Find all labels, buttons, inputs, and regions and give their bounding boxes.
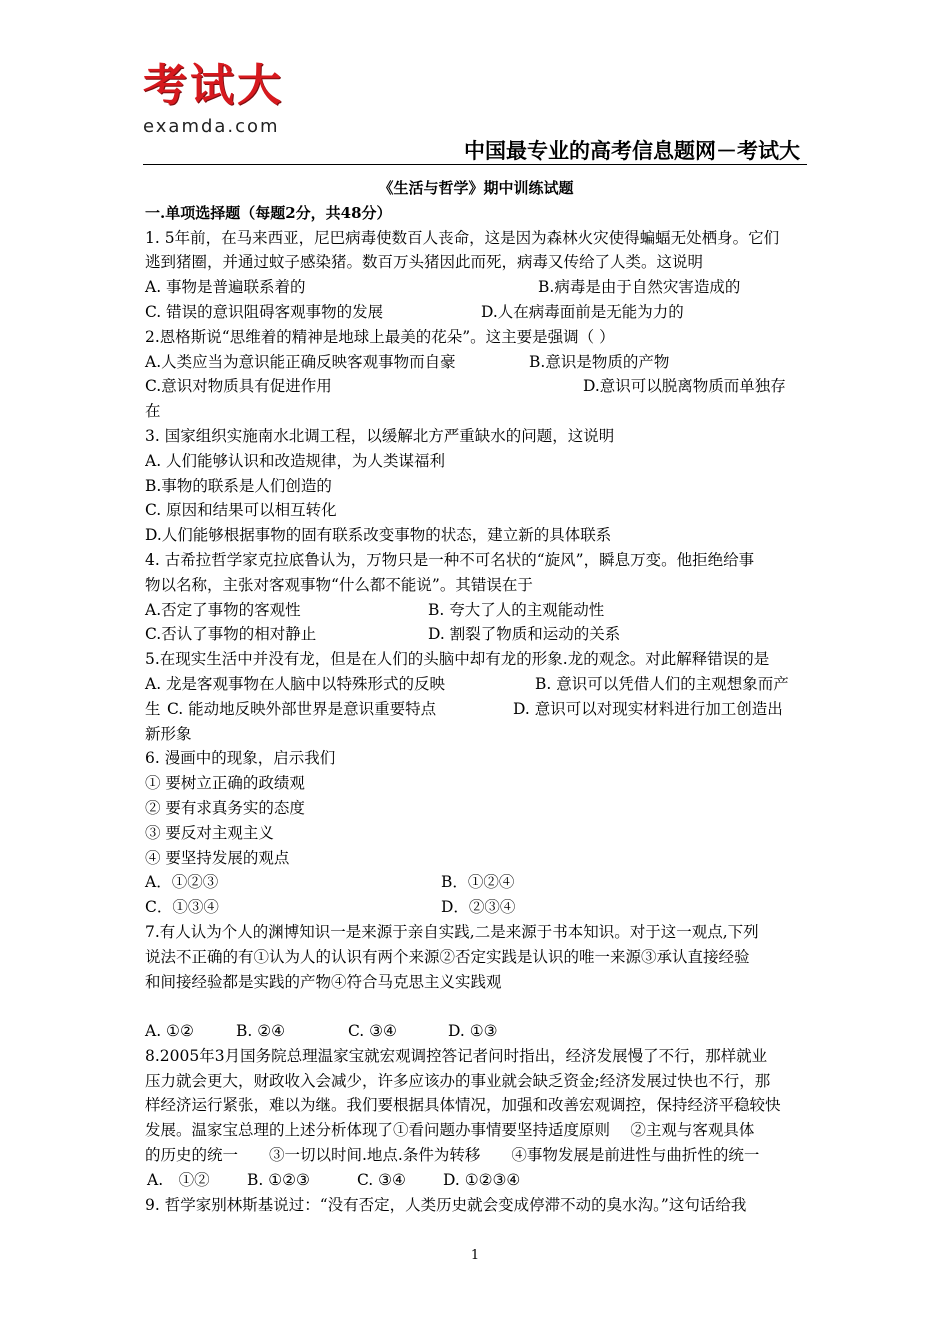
question-2-stem: 2.恩格斯说“思维着的精神是地球上最美的花朵”。这主要是强调（ ） <box>145 327 615 346</box>
document-title: 《生活与哲学》期中训练试题 <box>378 179 574 197</box>
question-7-option-c: C. ③④ <box>348 1022 397 1041</box>
question-3-option-c: C. 原因和结果可以相互转化 <box>145 501 337 520</box>
question-3-stem: 3. 国家组织实施南水北调工程，以缓解北方严重缺水的问题，这说明 <box>145 426 615 445</box>
question-2-option-a: A.人类应当为意识能正确反映客观事物而自豪 <box>145 352 456 371</box>
question-7-option-d: D. ①③ <box>448 1022 498 1041</box>
question-6-statement-4: ④ 要坚持发展的观点 <box>145 848 290 867</box>
question-5-options-row2 <box>145 697 807 722</box>
question-4-option-d: D. 割裂了物质和运动的关系 <box>428 625 621 644</box>
logo-domain-text: examda.com <box>143 116 280 137</box>
question-5-option-b: B. 意识可以凭借人们的主观想象而产 <box>535 674 789 693</box>
question-4-options-row2 <box>145 622 807 647</box>
question-9-stem: 9. 哲学家别林斯基说过：“没有否定，人类历史就会变成停滞不动的臭水沟。”这句话给我 <box>145 1195 747 1214</box>
page-number: 1 <box>470 1248 480 1263</box>
question-7-stem-line1: 7.有人认为个人的渊博知识一是来源于亲自实践,二是来源于书本知识。对于这一观点,下列 <box>145 922 759 941</box>
question-5-option-d-continued: 新形象 <box>145 724 192 743</box>
question-1-option-b: B.病毒是由于自然灾害造成的 <box>538 278 741 297</box>
question-7-stem-line2: 说法不正确的有①认为人的认识有两个来源②否定实践是认识的唯一来源③承认直接经验 <box>145 947 750 966</box>
question-5-option-d: D. 意识可以对现实材料进行加工创造出 <box>513 699 783 718</box>
question-8-line1: 8.2005年3月国务院总理温家宝就宏观调控答记者问时指出，经济发展慢了不行，那样就业 <box>145 1046 768 1065</box>
question-5-options-row1 <box>145 672 807 697</box>
question-5-option-a: A. 龙是客观事物在人脑中以特殊形式的反映 <box>145 674 446 693</box>
question-8-line4: 发展。温家宝总理的上述分析体现了①看问题办事情要坚持适度原则 ②主观与客观具体 <box>145 1121 755 1140</box>
question-4-stem-line2: 物以名称，主张对客观事物“什么都不能说”。其错误在于 <box>145 575 533 594</box>
question-5-option-b-continued: 生 <box>145 699 161 718</box>
question-4-option-b: B. 夸大了人的主观能动性 <box>428 600 605 619</box>
question-6-stem: 6. 漫画中的现象，启示我们 <box>145 749 336 768</box>
logo-chinese-text: 考试大 <box>143 60 284 111</box>
question-6-option-a: A．①②③ <box>145 873 219 892</box>
question-4-stem-line1: 4. 古希拉哲学家克拉底鲁认为，万物只是一种不可名状的“旋风”，瞬息万变。他拒绝给事 <box>145 550 755 569</box>
question-4-option-a: A.否定了事物的客观性 <box>145 600 301 619</box>
question-2-option-d: D.意识可以脱离物质而单独存 <box>583 377 786 396</box>
question-8-option-d: D. ①②③④ <box>443 1170 521 1189</box>
question-6-statement-1: ① 要树立正确的政绩观 <box>145 774 305 793</box>
header-rule <box>143 164 807 165</box>
question-5-stem: 5.在现实生活中并没有龙，但是在人们的头脑中却有龙的形象.龙的观念。对此解释错误的是 <box>145 650 770 669</box>
question-2-option-d-continued: 在 <box>145 402 161 421</box>
question-6-options-row1 <box>145 870 807 895</box>
question-1-stem-line2: 逃到猪圈，并通过蚊子感染猪。数百万头猪因此而死，病毒又传给了人类。这说明 <box>145 253 704 272</box>
question-4-options-row1 <box>145 598 807 623</box>
examda-logo <box>143 62 303 142</box>
question-8-line3: 样经济运行紧张，难以为继。我们要根据具体情况，加强和改善宏观调控，保持经济平稳较快 <box>145 1096 781 1115</box>
question-6-option-c: C．①③④ <box>145 898 219 917</box>
question-6-statement-3: ③ 要反对主观主义 <box>145 823 274 842</box>
question-3-option-d: D.人们能够根据事物的固有联系改变事物的状态，建立新的具体联系 <box>145 526 612 545</box>
question-2-options-row2 <box>145 374 807 399</box>
question-7-option-b: B. ②④ <box>236 1022 286 1041</box>
question-3-option-b: B.事物的联系是人们创造的 <box>145 476 332 495</box>
question-6-option-b: B．①②④ <box>441 873 515 892</box>
question-1-options-row2 <box>145 300 807 325</box>
question-5-option-c: C. 能动地反映外部世界是意识重要特点 <box>167 699 437 718</box>
blank-line <box>145 994 807 1019</box>
question-8-option-a: A. ①② <box>147 1170 210 1189</box>
question-7-stem-line3: 和间接经验都是实践的产物④符合马克思主义实践观 <box>145 972 502 991</box>
question-6-statement-2: ② 要有求真务实的态度 <box>145 798 305 817</box>
document-body <box>145 176 807 1217</box>
question-8-line2: 压力就会更大，财政收入会减少，许多应该办的事业就会缺乏资金;经济发展过快也不行，那 <box>145 1071 771 1090</box>
question-6-option-d: D．②③④ <box>441 898 516 917</box>
question-4-option-c: C.否认了事物的相对静止 <box>145 625 317 644</box>
question-8-option-c: C. ③④ <box>357 1170 406 1189</box>
question-8-line5: 的历史的统一 ③一切以时间.地点.条件为转移 ④事物发展是前进性与曲折性的统一 <box>145 1146 760 1165</box>
question-1-stem-line1: 1. 5年前，在马来西亚，尼巴病毒使数百人丧命，这是因为森林火灾使得蝙蝠无处栖身。它们 <box>145 228 780 247</box>
question-8-option-b: B. ①②③ <box>247 1170 310 1189</box>
question-7-options <box>145 1019 807 1044</box>
question-3-option-a: A. 人们能够认识和改造规律，为人类谋福利 <box>145 451 446 470</box>
question-6-options-row2 <box>145 895 807 920</box>
question-7-option-a: A. ①② <box>145 1022 194 1041</box>
question-1-option-d: D.人在病毒面前是无能为力的 <box>481 302 684 321</box>
site-title: 中国最专业的高考信息题网－考试大 <box>464 139 800 163</box>
question-2-options-row1 <box>145 350 807 375</box>
question-8-options <box>145 1168 807 1193</box>
question-1-option-c: C. 错误的意识阻碍客观事物的发展 <box>145 302 384 321</box>
question-1-options-row1 <box>145 275 807 300</box>
question-1-option-a: A. 事物是普遍联系着的 <box>145 278 306 297</box>
question-2-option-c: C.意识对物质具有促进作用 <box>145 377 332 396</box>
section-heading: 一.单项选择题（每题2分，共48分） <box>145 203 392 222</box>
question-2-option-b: B.意识是物质的产物 <box>529 352 670 371</box>
